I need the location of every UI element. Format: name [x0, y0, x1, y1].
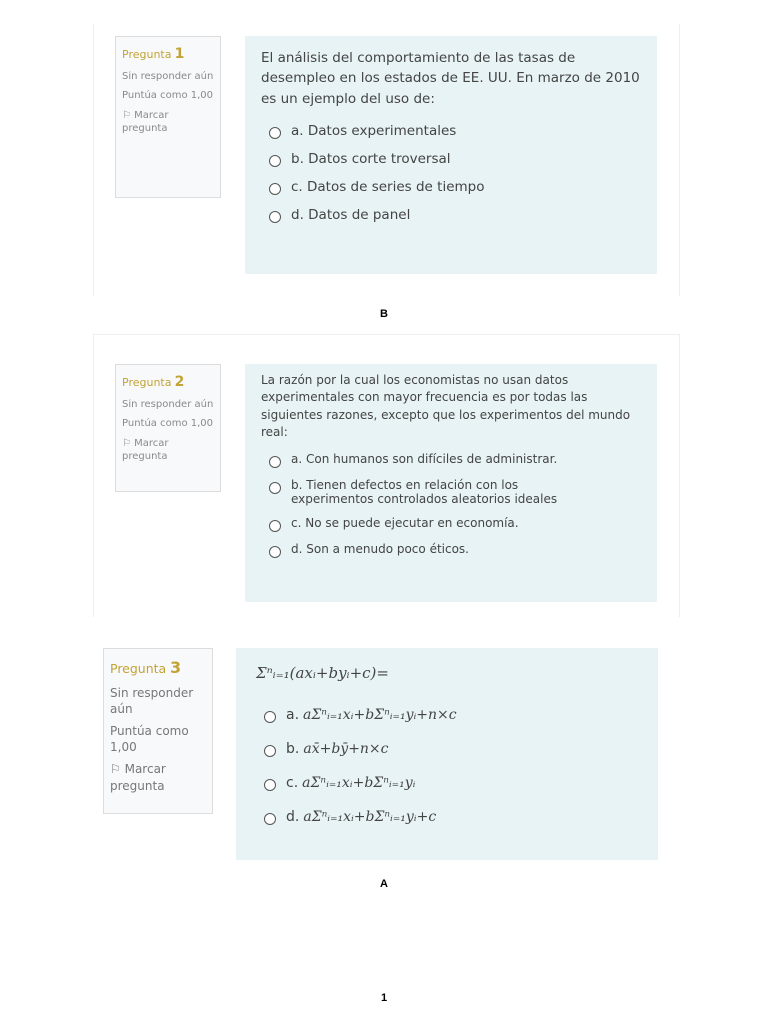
- option-label: b. Tienen defectos en relación con los experimentos controlados aleatorios ideales: [291, 477, 558, 506]
- option-a[interactable]: [261, 452, 641, 468]
- flag-question-link[interactable]: [122, 437, 214, 464]
- option-c[interactable]: [261, 516, 641, 532]
- option-label: d. Son a menudo poco éticos.: [291, 541, 469, 556]
- question-label: Pregunta: [122, 48, 172, 61]
- question-score: Puntúa como 1,00: [122, 90, 214, 102]
- radio-button[interactable]: [269, 482, 281, 494]
- flag-label: Marcar pregunta: [122, 437, 169, 463]
- flag-icon: ⚐: [122, 109, 131, 121]
- option-letter: d.: [286, 808, 300, 825]
- radio-button[interactable]: [269, 127, 281, 139]
- option-letter: b.: [286, 740, 300, 757]
- answer-options: [261, 123, 641, 223]
- radio-button[interactable]: [269, 520, 281, 532]
- flag-question-link[interactable]: [122, 109, 214, 136]
- option-a[interactable]: [256, 707, 638, 723]
- question-3-content: [236, 648, 658, 860]
- radio-button[interactable]: [269, 546, 281, 558]
- radio-button[interactable]: [264, 745, 276, 757]
- option-d[interactable]: [256, 809, 638, 825]
- radio-button[interactable]: [269, 456, 281, 468]
- answer-caption: A: [380, 878, 388, 890]
- radio-button[interactable]: [264, 779, 276, 791]
- question-2-info: [115, 364, 221, 492]
- option-c[interactable]: [256, 775, 638, 791]
- flag-label: Marcar pregunta: [110, 762, 166, 793]
- question-3-info: [103, 648, 213, 814]
- option-letter: c.: [286, 774, 299, 791]
- question-text: El análisis del comportamiento de las tasas de desempleo en los estados de EE. UU. En marzo de 2010 es un ejemplo del uso de:: [261, 50, 640, 107]
- question-status: Sin responder aún: [122, 70, 214, 82]
- question-number: 1: [174, 46, 185, 62]
- option-c[interactable]: [261, 179, 641, 195]
- radio-button[interactable]: [264, 711, 276, 723]
- flag-question-link[interactable]: [110, 761, 206, 793]
- option-d[interactable]: [261, 542, 641, 558]
- option-a[interactable]: [261, 123, 641, 139]
- radio-button[interactable]: [269, 155, 281, 167]
- question-1-content: [245, 36, 657, 274]
- question-status: Sin responder aún: [110, 685, 194, 716]
- option-label: c. Datos de series de tiempo: [291, 178, 485, 195]
- flag-label: Marcar pregunta: [122, 109, 169, 135]
- flag-icon: ⚐: [110, 762, 121, 777]
- question-status: Sin responder aún: [122, 398, 214, 410]
- question-2-content: [245, 364, 657, 602]
- option-b[interactable]: [261, 151, 641, 167]
- option-b[interactable]: [261, 478, 641, 506]
- radio-button[interactable]: [269, 183, 281, 195]
- question-1-info: [115, 36, 221, 198]
- option-label: b. Datos corte troversal: [291, 150, 451, 167]
- option-b[interactable]: [256, 741, 638, 757]
- option-label: d. Datos de panel: [291, 206, 411, 223]
- question-number: 2: [174, 374, 185, 390]
- radio-button[interactable]: [269, 211, 281, 223]
- option-formula: aΣⁿᵢ₌₁xᵢ+bΣⁿᵢ₌₁yᵢ+c: [303, 808, 437, 825]
- answer-caption: B: [380, 308, 388, 320]
- question-score: Puntúa como 1,00: [122, 418, 214, 430]
- option-formula: aΣⁿᵢ₌₁xᵢ+bΣⁿᵢ₌₁yᵢ+n×c: [303, 706, 457, 723]
- answer-options: [256, 707, 638, 825]
- radio-button[interactable]: [264, 813, 276, 825]
- question-label: Pregunta: [122, 376, 172, 389]
- option-formula: aΣⁿᵢ₌₁xᵢ+bΣⁿᵢ₌₁yᵢ: [302, 774, 416, 791]
- option-letter: a.: [286, 706, 300, 723]
- page-number: 1: [380, 992, 388, 1004]
- option-label: c. No se puede ejecutar en economía.: [291, 515, 519, 530]
- question-score: Puntúa como 1,00: [110, 723, 189, 755]
- option-d[interactable]: [261, 207, 641, 223]
- option-formula: ax̄+bȳ+n×c: [303, 740, 389, 757]
- question-label: Pregunta: [110, 661, 167, 676]
- answer-options: [261, 452, 641, 558]
- flag-icon: ⚐: [122, 437, 131, 449]
- question-formula: Σⁿᵢ₌₁(axᵢ+byᵢ+c)=: [256, 664, 389, 682]
- question-text: La razón por la cual los economistas no usan datos experimentales con mayor frecuencia es por todas las siguientes razones, excepto que los experimentos del mundo real:: [261, 373, 631, 440]
- option-label: a. Datos experimentales: [291, 122, 457, 139]
- question-number: 3: [170, 658, 182, 677]
- option-label: a. Con humanos son difíciles de administrar.: [291, 451, 558, 466]
